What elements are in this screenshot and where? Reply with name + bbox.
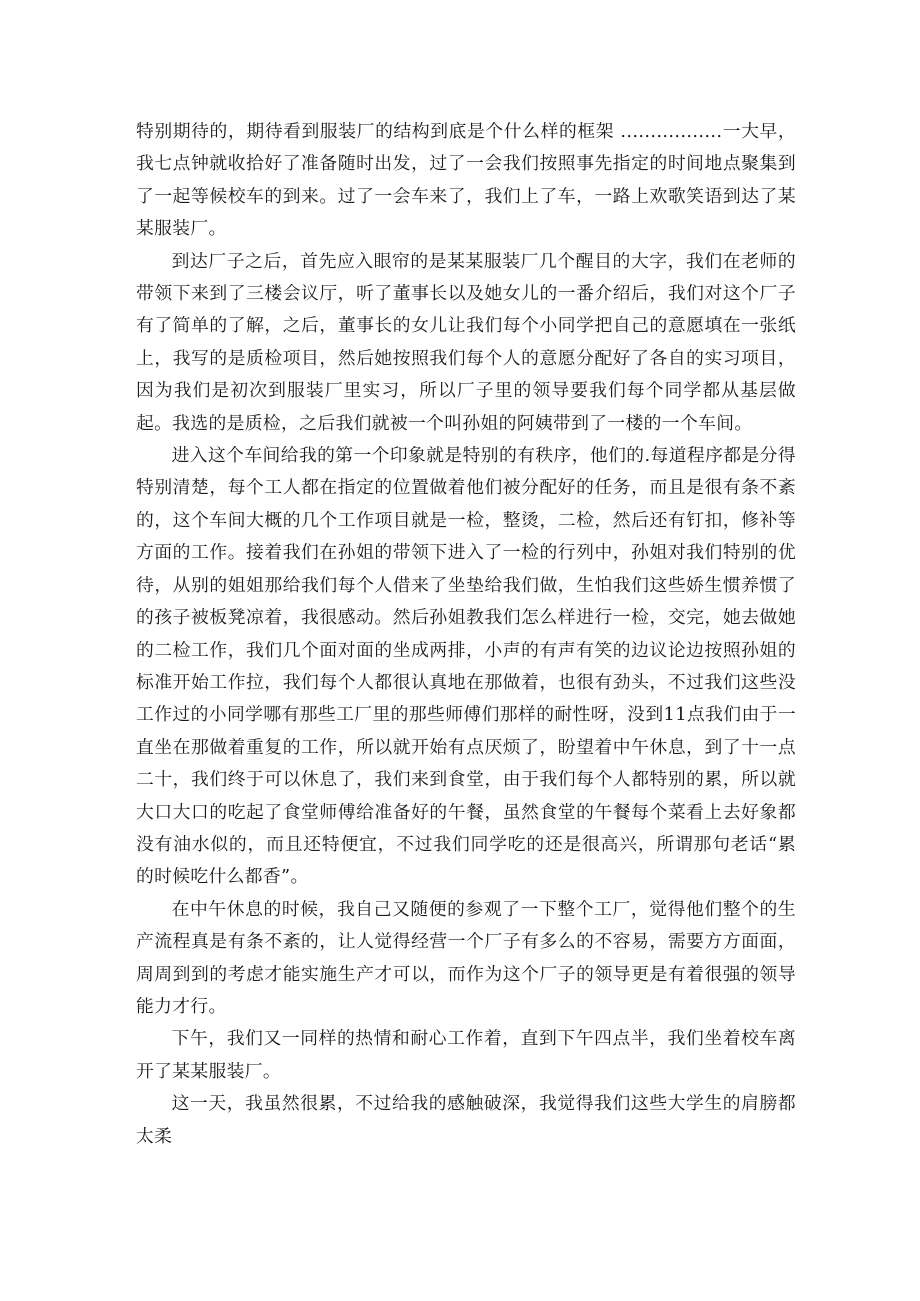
paragraph-1: 特别期待的，期待看到服装厂的结构到底是个什么样的框架 .................一大早，我七点钟就收拾好了准备随时出发，过了一会我们按照事先指定的时间地点聚集到了一起等候校车的到来。过了一会车来了，我们上了车，一路上欢歌笑语到达了某某服装厂。	[136, 121, 796, 240]
paragraph-4: 在中午休息的时候，我自己又随便的参观了一下整个工厂，觉得他们整个的生产流程真是有条不紊的，让人觉得经营一个厂子有多么的不容易，需要方方面面，周周到到的考虑才能实施生产才可以，而作为这个厂子的领导更是有着很强的领导能力才行。	[136, 898, 796, 1017]
paragraph-6: 这一天，我虽然很累，不过给我的感触破深，我觉得我们这些大学生的肩膀都太柔	[136, 1093, 796, 1147]
document-body	[136, 116, 796, 1153]
paragraph-5: 下午，我们又一同样的热情和耐心工作着，直到下午四点半，我们坐着校车离开了某某服装厂。	[136, 1028, 796, 1082]
paragraph-3: 进入这个车间给我的第一个印象就是特别的有秩序，他们的.每道程序都是分得特别清楚，每个工人都在指定的位置做着他们被分配好的任务，而且是很有条不紊的，这个车间大概的几个工作项目就是一检，整烫，二检，然后还有钉扣，修补等方面的工作。接着我们在孙姐的带领下进入了一检的行列中，孙姐对我们特别的优待，从别的姐姐那给我们每个人借来了坐垫给我们做，生怕我们这些娇生惯养惯了的孩子被板凳凉着，我很感动。然后孙姐教我们怎么样进行一检，交完，她去做她的二检工作，我们几个面对面的坐成两排，小声的有声有笑的边议论边按照孙姐的标准开始工作拉，我们每个人都很认真地在那做着，也很有劲头，不过我们这些没工作过的小同学哪有那些工厂里的那些师傅们那样的耐性呀，没到11点我们由于一直坐在那做着重复的工作，所以就开始有点厌烦了，盼望着中午休息，到了十一点二十，我们终于可以休息了，我们来到食堂，由于我们每个人都特别的累，所以就大口大口的吃起了食堂师傅给准备好的午餐，虽然食堂的午餐每个菜看上去好象都没有油水似的，而且还特便宜，不过我们同学吃的还是很高兴，所谓那句老话“累的时候吃什么都香”。	[136, 445, 796, 888]
paragraph-2: 到达厂子之后，首先应入眼帘的是某某服装厂几个醒目的大字，我们在老师的带领下来到了三楼会议厅，听了董事长以及她女儿的一番介绍后，我们对这个厂子有了简单的了解，之后，董事长的女儿让我们每个小同学把自己的意愿填在一张纸上，我写的是质检项目，然后她按照我们每个人的意愿分配好了各自的实习项目，因为我们是初次到服装厂里实习，所以厂子里的领导要我们每个同学都从基层做起。我选的是质检，之后我们就被一个叫孙姐的阿姨带到了一楼的一个车间。	[136, 250, 796, 434]
